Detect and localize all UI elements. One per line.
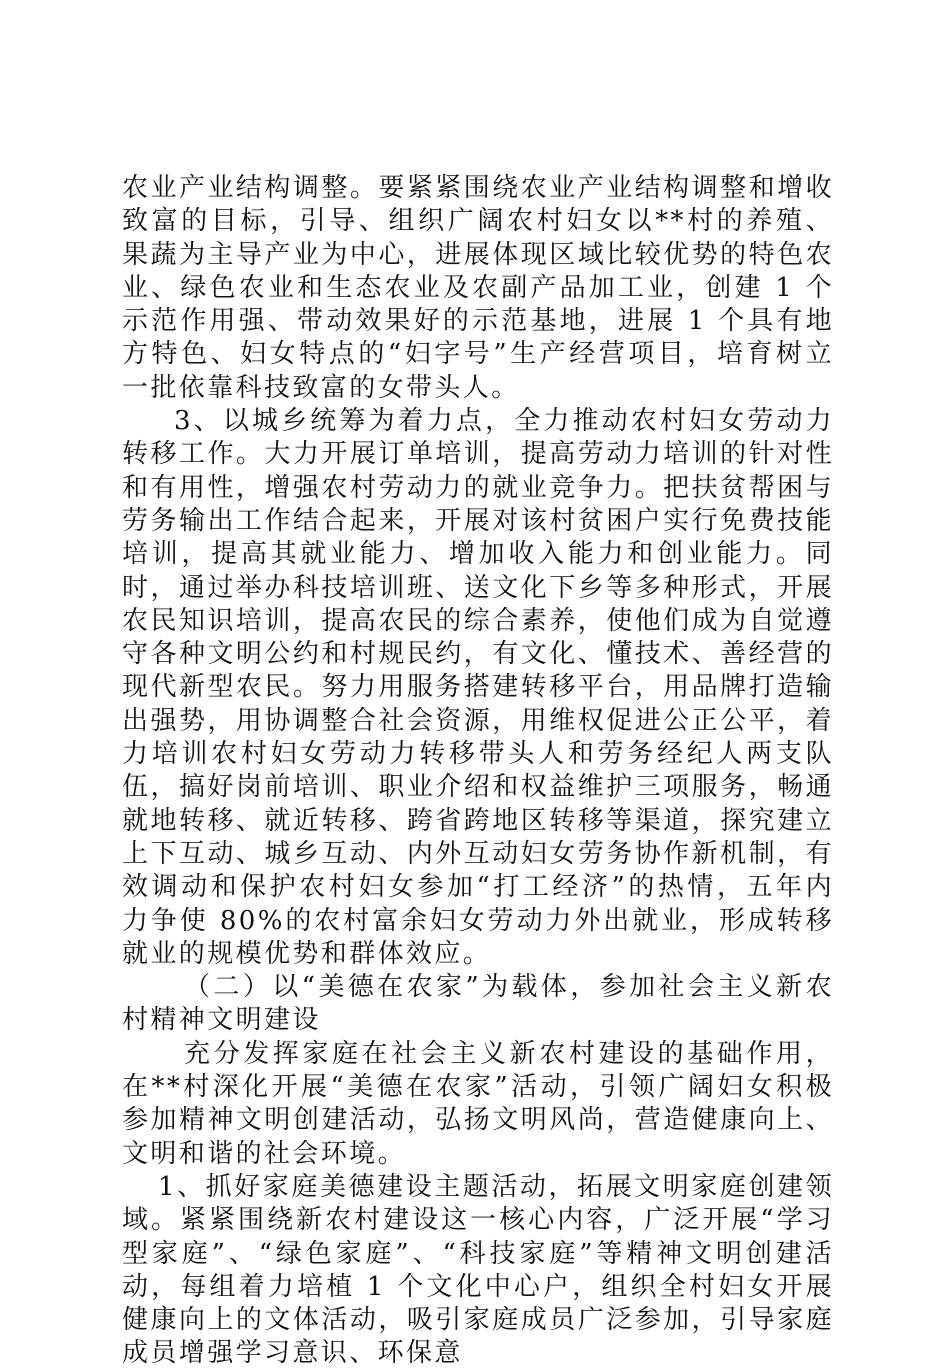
paragraph-labor-transfer: 3、以城乡统筹为着力点，全力推动农村妇女劳动力转移工作。大力开展订单培训，提高劳动力培训的针对性和有用性，增强农村劳动力的就业竞争力。把扶贫帮困与劳务输出工作结合起来，开展对该村贫困户实行免费技能培训，提高其就业能力、增加收入能力和创业能力。同时，通过举办科技培训班、送文化下乡等多种形式，开展农民知识培训，提高农民的综合素养，使他们成为自觉遵守各种文明公约和村规民约，有文化、懂技术、善经营的现代新型农民。努力用服务搭建转移平台，用品牌打造输出强势，用协调整合社会资源，用维权促进公正公平，着力培训农村妇女劳动力转移带头人和劳务经纪人两支队伍，搞好岗前培训、职业介绍和权益维护三项服务，畅通就地转移、就近转移、跨省跨地区转移等渠道，探究建立上下互动、城乡互动、内外互动妇女劳务协作新机制，有效调动和保护农村妇女参加“打工经济”的热情，五年内力争使 80%的农村富余妇女劳动力外出就业，形成转移就业的规模优势和群体效应。 [122, 406, 834, 969]
paragraph-agriculture-restructuring: 农业产业结构调整。要紧紧围绕农业产业结构调整和增收致富的目标，引导、组织广阔农村妇女以**村的养殖、果蔬为主导产业为中心，进展体现区域比较优势的特色农业、绿色农业和生态农业及农副产品加工业，创建 1 个示范作用强、带动效果好的示范基地，进展 1 个具有地方特色、妇女特点的“妇字号”生产经营项目，培育树立一批依靠科技致富的女带头人。 [122, 173, 834, 403]
paragraph-family-virtue-activities: 1、抓好家庭美德建设主题活动，拓展文明家庭创建领域。紧紧围绕新农村建设这一核心内容，广泛开展“学习型家庭”、“绿色家庭”、“科技家庭”等精神文明创建活动，每组着力培植 1 个文化中心户，组织全村妇女开展健康向上的文体活动，吸引家庭成员广泛参加，引导家庭成员增强学习意识、环保意 [122, 1171, 834, 1369]
paragraph-family-role: 充分发挥家庭在社会主义新农村建设的基础作用，在**村深化开展“美德在农家”活动，引领广阔妇女积极参加精神文明创建活动，弘扬文明风尚，营造健康向上、文明和谐的社会环境。 [122, 1038, 834, 1169]
section-heading-virtue-in-farm-home: （二）以“美德在农家”为载体，参加社会主义新农村精神文明建设 [122, 972, 834, 1036]
document-body [122, 172, 834, 1371]
